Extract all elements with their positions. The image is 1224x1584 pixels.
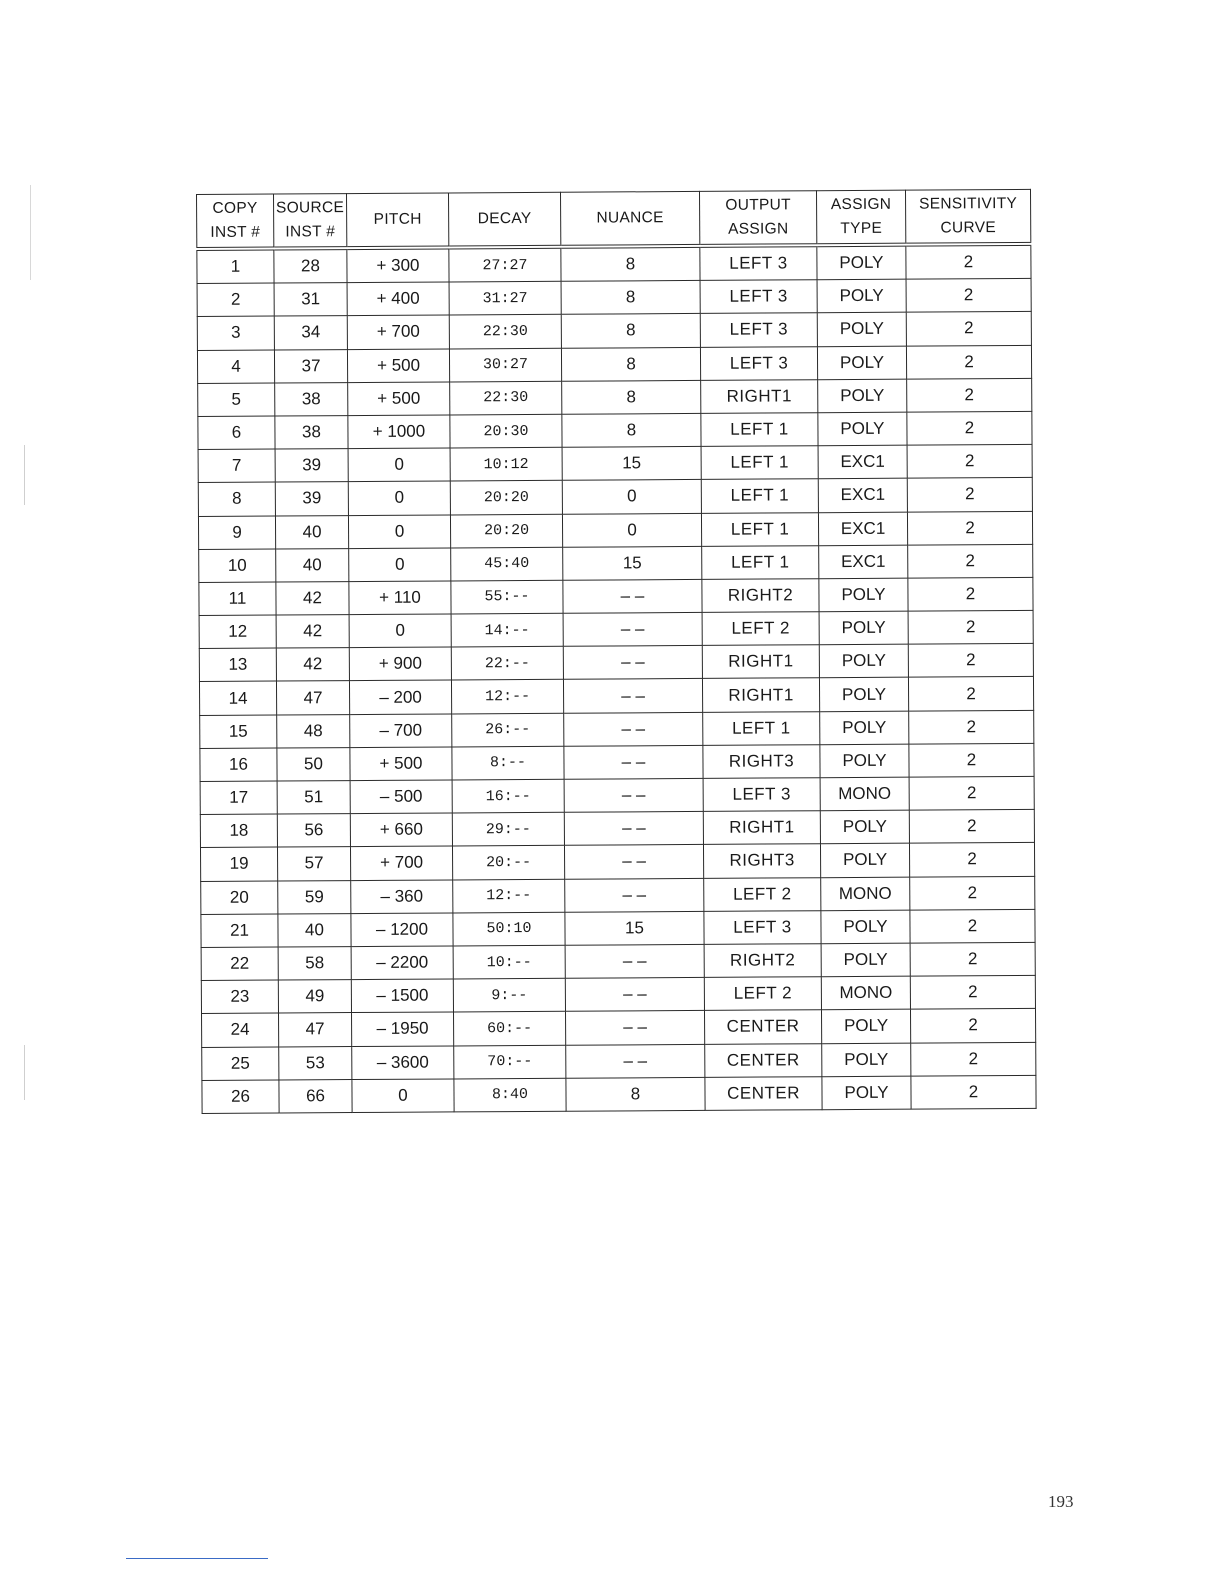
- cell-pitch: – 2200: [351, 946, 453, 980]
- cell-nuance: 15: [562, 447, 701, 481]
- cell-pitch: + 500: [348, 382, 450, 416]
- cell-source-inst: 50: [277, 747, 350, 781]
- cell-copy-inst: 13: [199, 648, 276, 682]
- cell-pitch: – 1500: [351, 979, 453, 1013]
- table-row: [198, 511, 1032, 549]
- cell-assign-type: POLY: [817, 346, 906, 380]
- cell-decay: 50:10: [453, 912, 565, 946]
- cell-copy-inst: 22: [201, 947, 278, 981]
- cell-pitch: 0: [349, 548, 451, 582]
- cell-source-inst: 34: [274, 316, 347, 350]
- cell-nuance: – –: [565, 978, 704, 1012]
- cell-pitch: – 1200: [351, 913, 453, 947]
- cell-nuance: 0: [562, 513, 701, 547]
- table-row: [199, 577, 1033, 615]
- cell-assign-type: POLY: [820, 711, 909, 745]
- cell-output-assign: CENTER: [704, 1010, 821, 1044]
- cell-copy-inst: 18: [200, 814, 277, 848]
- header-label: OUTPUT: [725, 196, 791, 214]
- cell-source-inst: 39: [275, 482, 348, 516]
- table-row: [201, 976, 1035, 1014]
- cell-assign-type: POLY: [819, 578, 908, 612]
- table-row: [198, 478, 1032, 516]
- cell-nuance: – –: [564, 778, 703, 812]
- table-row: [199, 544, 1033, 582]
- cell-nuance: 8: [561, 281, 700, 315]
- cell-output-assign: LEFT 1: [701, 446, 818, 480]
- cell-pitch: + 660: [350, 813, 452, 847]
- cell-pitch: 0: [352, 1079, 454, 1113]
- header-label: NUANCE: [596, 209, 664, 227]
- cell-assign-type: POLY: [820, 744, 909, 778]
- cell-copy-inst: 8: [198, 482, 275, 516]
- cell-assign-type: POLY: [820, 810, 909, 844]
- cell-pitch: 0: [348, 514, 450, 548]
- instrument-table: [196, 189, 1037, 1114]
- cell-source-inst: 48: [277, 714, 350, 748]
- cell-sensitivity-curve: 2: [910, 876, 1035, 910]
- table-row: [197, 279, 1031, 317]
- cell-sensitivity-curve: 2: [909, 743, 1034, 777]
- cell-nuance: – –: [566, 1011, 705, 1045]
- header-label: DECAY: [477, 209, 532, 228]
- header-copy-inst: [197, 194, 274, 249]
- cell-sensitivity-curve: 2: [908, 610, 1033, 644]
- cell-sensitivity-curve: 2: [911, 1075, 1036, 1109]
- header-label: ASSIGN: [727, 220, 789, 238]
- cell-copy-inst: 15: [200, 715, 277, 749]
- cell-source-inst: 42: [276, 648, 349, 682]
- cell-sensitivity-curve: 2: [907, 478, 1032, 512]
- cell-output-assign: LEFT 3: [700, 346, 817, 380]
- cell-output-assign: LEFT 1: [701, 512, 818, 546]
- cell-sensitivity-curve: 2: [910, 909, 1035, 943]
- cell-nuance: 8: [561, 246, 700, 282]
- cell-decay: 8:--: [452, 746, 564, 780]
- cell-nuance: – –: [566, 1044, 705, 1078]
- cell-decay: 55:--: [451, 580, 563, 614]
- table-row: [198, 411, 1032, 449]
- cell-pitch: – 3600: [352, 1045, 454, 1079]
- header-sensitivity-curve: [905, 189, 1030, 244]
- header-label: PITCH: [373, 210, 422, 228]
- cell-copy-inst: 14: [199, 681, 276, 715]
- cell-nuance: 15: [563, 546, 702, 580]
- cell-decay: 26:--: [452, 713, 564, 747]
- cell-nuance: 8: [562, 413, 701, 447]
- cell-nuance: 8: [566, 1077, 705, 1111]
- cell-copy-inst: 3: [197, 316, 274, 350]
- cell-decay: 22:--: [451, 647, 563, 681]
- cell-decay: 20:20: [450, 481, 562, 515]
- cell-assign-type: POLY: [818, 379, 907, 413]
- header-label: TYPE: [840, 219, 883, 238]
- table-row: [202, 1042, 1036, 1080]
- cell-assign-type: POLY: [819, 678, 908, 712]
- header-nuance: [560, 191, 699, 246]
- cell-pitch: – 700: [350, 714, 452, 748]
- header-label: INST #: [210, 223, 261, 241]
- cell-decay: 27:27: [449, 247, 561, 282]
- cell-pitch: + 500: [347, 349, 449, 383]
- cell-pitch: 0: [349, 614, 451, 648]
- cell-pitch: – 1950: [352, 1012, 454, 1046]
- cell-copy-inst: 25: [202, 1047, 279, 1081]
- cell-output-assign: LEFT 1: [701, 479, 818, 513]
- cell-assign-type: MONO: [820, 777, 909, 811]
- cell-pitch: – 200: [349, 680, 451, 714]
- cell-output-assign: RIGHT1: [703, 811, 820, 845]
- table-header-row: [197, 189, 1031, 249]
- cell-sensitivity-curve: 2: [910, 976, 1035, 1010]
- cell-copy-inst: 6: [198, 416, 275, 450]
- table-row: [198, 378, 1032, 416]
- cell-assign-type: EXC1: [818, 445, 907, 479]
- cell-sensitivity-curve: 2: [908, 544, 1033, 578]
- cell-nuance: 8: [562, 380, 701, 414]
- cell-decay: 30:27: [449, 348, 561, 382]
- cell-copy-inst: 5: [198, 383, 275, 417]
- cell-decay: 70:--: [454, 1045, 566, 1079]
- table-row: [200, 776, 1034, 814]
- table-row: [199, 610, 1033, 648]
- cell-output-assign: LEFT 2: [704, 977, 821, 1011]
- cell-nuance: – –: [563, 579, 702, 613]
- cell-source-inst: 47: [279, 1013, 352, 1047]
- cell-source-inst: 51: [277, 781, 350, 815]
- cell-decay: 9:--: [453, 978, 565, 1012]
- cell-source-inst: 58: [278, 947, 351, 981]
- cell-copy-inst: 20: [201, 881, 278, 915]
- cell-output-assign: RIGHT2: [702, 579, 819, 613]
- cell-nuance: – –: [564, 845, 703, 879]
- cell-sensitivity-curve: 2: [906, 279, 1031, 313]
- cell-output-assign: LEFT 3: [703, 778, 820, 812]
- cell-source-inst: 49: [278, 980, 351, 1014]
- cell-source-inst: 47: [276, 681, 349, 715]
- cell-copy-inst: 12: [199, 615, 276, 649]
- cell-decay: 22:30: [450, 381, 562, 415]
- cell-source-inst: 66: [279, 1079, 352, 1113]
- cell-sensitivity-curve: 2: [907, 378, 1032, 412]
- cell-nuance: – –: [563, 679, 702, 713]
- cell-nuance: – –: [564, 812, 703, 846]
- cell-assign-type: POLY: [817, 279, 906, 313]
- cell-assign-type: POLY: [817, 245, 906, 280]
- cell-copy-inst: 23: [201, 980, 278, 1014]
- cell-copy-inst: 9: [198, 516, 275, 550]
- header-pitch: [347, 193, 449, 248]
- cell-output-assign: CENTER: [705, 1076, 822, 1110]
- cell-output-assign: LEFT 3: [700, 245, 817, 280]
- cell-output-assign: RIGHT1: [702, 678, 819, 712]
- table-row: [199, 677, 1033, 715]
- cell-assign-type: POLY: [819, 644, 908, 678]
- cell-source-inst: 42: [276, 581, 349, 615]
- table-row: [202, 1075, 1036, 1113]
- cell-pitch: + 500: [350, 747, 452, 781]
- cell-nuance: – –: [563, 612, 702, 646]
- cell-decay: 20:20: [450, 514, 562, 548]
- cell-sensitivity-curve: 2: [906, 244, 1031, 279]
- footer-rule: [126, 1558, 268, 1559]
- cell-pitch: + 300: [347, 247, 449, 282]
- cell-output-assign: RIGHT2: [704, 944, 821, 978]
- cell-assign-type: POLY: [821, 1009, 910, 1043]
- cell-copy-inst: 11: [199, 582, 276, 616]
- cell-sensitivity-curve: 2: [906, 345, 1031, 379]
- header-label: SOURCE: [275, 199, 345, 217]
- cell-source-inst: 37: [274, 349, 347, 383]
- cell-output-assign: LEFT 3: [704, 910, 821, 944]
- table-row: [197, 312, 1031, 350]
- table-row: [197, 244, 1031, 284]
- cell-decay: 60:--: [454, 1012, 566, 1046]
- table-row: [198, 445, 1032, 483]
- table-row: [200, 843, 1034, 881]
- cell-sensitivity-curve: 2: [909, 710, 1034, 744]
- cell-decay: 20:30: [450, 414, 562, 448]
- table-row: [200, 710, 1034, 748]
- header-label: INST #: [285, 223, 336, 241]
- cell-output-assign: CENTER: [705, 1043, 822, 1077]
- cell-assign-type: POLY: [822, 1043, 911, 1077]
- cell-sensitivity-curve: 2: [906, 312, 1031, 346]
- cell-assign-type: POLY: [821, 910, 910, 944]
- cell-nuance: 8: [561, 347, 700, 381]
- cell-copy-inst: 16: [200, 748, 277, 782]
- cell-assign-type: POLY: [821, 943, 910, 977]
- scan-speck: [30, 185, 31, 280]
- cell-decay: 10:12: [450, 447, 562, 481]
- cell-assign-type: POLY: [817, 313, 906, 347]
- cell-decay: 14:--: [451, 613, 563, 647]
- cell-source-inst: 56: [277, 814, 350, 848]
- cell-nuance: – –: [563, 646, 702, 680]
- cell-copy-inst: 2: [197, 283, 274, 317]
- cell-output-assign: LEFT 2: [702, 612, 819, 646]
- table-row: [200, 810, 1034, 848]
- cell-source-inst: 38: [275, 382, 348, 416]
- cell-decay: 31:27: [449, 281, 561, 315]
- cell-pitch: + 900: [349, 647, 451, 681]
- cell-copy-inst: 10: [199, 549, 276, 583]
- cell-copy-inst: 4: [197, 350, 274, 384]
- cell-decay: 45:40: [451, 547, 563, 581]
- cell-source-inst: 59: [278, 880, 351, 914]
- cell-nuance: – –: [564, 745, 703, 779]
- cell-assign-type: MONO: [821, 976, 910, 1010]
- cell-source-inst: 57: [277, 847, 350, 881]
- cell-sensitivity-curve: 2: [908, 677, 1033, 711]
- cell-decay: 29:--: [452, 812, 564, 846]
- cell-pitch: + 700: [350, 846, 452, 880]
- cell-output-assign: LEFT 1: [701, 413, 818, 447]
- header-assign-type: [816, 190, 905, 245]
- cell-source-inst: 53: [279, 1046, 352, 1080]
- page-number: 193: [1048, 1492, 1074, 1511]
- cell-copy-inst: 21: [201, 914, 278, 948]
- cell-assign-type: EXC1: [819, 545, 908, 579]
- cell-copy-inst: 19: [200, 847, 277, 881]
- instrument-table-container: [196, 189, 1036, 1114]
- cell-sensitivity-curve: 2: [909, 810, 1034, 844]
- cell-nuance: – –: [564, 712, 703, 746]
- cell-output-assign: LEFT 3: [700, 280, 817, 314]
- cell-source-inst: 40: [278, 913, 351, 947]
- table-row: [202, 1009, 1036, 1047]
- cell-source-inst: 42: [276, 615, 349, 649]
- cell-decay: 8:40: [454, 1078, 566, 1112]
- header-label: CURVE: [940, 219, 997, 237]
- cell-sensitivity-curve: 2: [907, 445, 1032, 479]
- cell-copy-inst: 1: [197, 249, 274, 284]
- table-row: [200, 743, 1034, 781]
- cell-output-assign: LEFT 1: [702, 545, 819, 579]
- cell-sensitivity-curve: 2: [908, 644, 1033, 678]
- header-label: ASSIGN: [830, 195, 892, 214]
- cell-assign-type: EXC1: [818, 512, 907, 546]
- cell-nuance: 0: [562, 480, 701, 514]
- header-label: COPY: [212, 199, 258, 217]
- cell-decay: 22:30: [449, 315, 561, 349]
- table-row: [201, 876, 1035, 914]
- cell-output-assign: LEFT 1: [703, 711, 820, 745]
- cell-source-inst: 39: [275, 449, 348, 483]
- cell-nuance: 15: [565, 911, 704, 945]
- cell-source-inst: 31: [274, 283, 347, 317]
- cell-source-inst: 28: [274, 248, 347, 283]
- cell-pitch: + 1000: [348, 415, 450, 449]
- cell-output-assign: RIGHT3: [703, 745, 820, 779]
- cell-decay: 16:--: [452, 779, 564, 813]
- cell-assign-type: EXC1: [818, 478, 907, 512]
- cell-copy-inst: 17: [200, 781, 277, 815]
- cell-sensitivity-curve: 2: [911, 1042, 1036, 1076]
- cell-assign-type: POLY: [820, 844, 909, 878]
- cell-pitch: + 110: [349, 581, 451, 615]
- cell-pitch: + 400: [347, 282, 449, 316]
- cell-output-assign: LEFT 3: [700, 313, 817, 347]
- cell-decay: 12:--: [453, 879, 565, 913]
- table-row: [201, 942, 1035, 980]
- cell-output-assign: RIGHT1: [702, 645, 819, 679]
- cell-decay: 10:--: [453, 945, 565, 979]
- cell-sensitivity-curve: 2: [910, 942, 1035, 976]
- cell-pitch: – 500: [350, 780, 452, 814]
- table-row: [201, 909, 1035, 947]
- header-output-assign: [699, 191, 816, 246]
- cell-decay: 12:--: [451, 680, 563, 714]
- cell-assign-type: MONO: [821, 877, 910, 911]
- cell-sensitivity-curve: 2: [907, 511, 1032, 545]
- header-label: SENSITIVITY: [918, 194, 1018, 213]
- cell-decay: 20:--: [452, 846, 564, 880]
- header-source-inst: [274, 194, 347, 249]
- cell-pitch: 0: [348, 481, 450, 515]
- header-decay: [448, 192, 560, 247]
- cell-copy-inst: 26: [202, 1080, 279, 1114]
- cell-sensitivity-curve: 2: [909, 776, 1034, 810]
- table-body: [197, 244, 1036, 1113]
- cell-assign-type: POLY: [818, 412, 907, 446]
- cell-nuance: – –: [565, 878, 704, 912]
- cell-output-assign: LEFT 2: [704, 877, 821, 911]
- scan-speck: [24, 1045, 25, 1100]
- cell-nuance: – –: [565, 944, 704, 978]
- cell-pitch: + 700: [347, 315, 449, 349]
- cell-pitch: 0: [348, 448, 450, 482]
- cell-sensitivity-curve: 2: [907, 411, 1032, 445]
- cell-copy-inst: 7: [198, 449, 275, 483]
- cell-assign-type: POLY: [822, 1076, 911, 1110]
- table-row: [197, 345, 1031, 383]
- cell-source-inst: 38: [275, 416, 348, 450]
- cell-sensitivity-curve: 2: [909, 843, 1034, 877]
- cell-source-inst: 40: [276, 548, 349, 582]
- scan-speck: [24, 445, 25, 505]
- table-row: [199, 644, 1033, 682]
- cell-sensitivity-curve: 2: [908, 577, 1033, 611]
- cell-pitch: – 360: [351, 880, 453, 914]
- cell-source-inst: 40: [275, 515, 348, 549]
- cell-nuance: 8: [561, 314, 700, 348]
- cell-sensitivity-curve: 2: [910, 1009, 1035, 1043]
- cell-output-assign: RIGHT3: [703, 844, 820, 878]
- cell-copy-inst: 24: [202, 1013, 279, 1047]
- cell-assign-type: POLY: [819, 611, 908, 645]
- cell-output-assign: RIGHT1: [701, 379, 818, 413]
